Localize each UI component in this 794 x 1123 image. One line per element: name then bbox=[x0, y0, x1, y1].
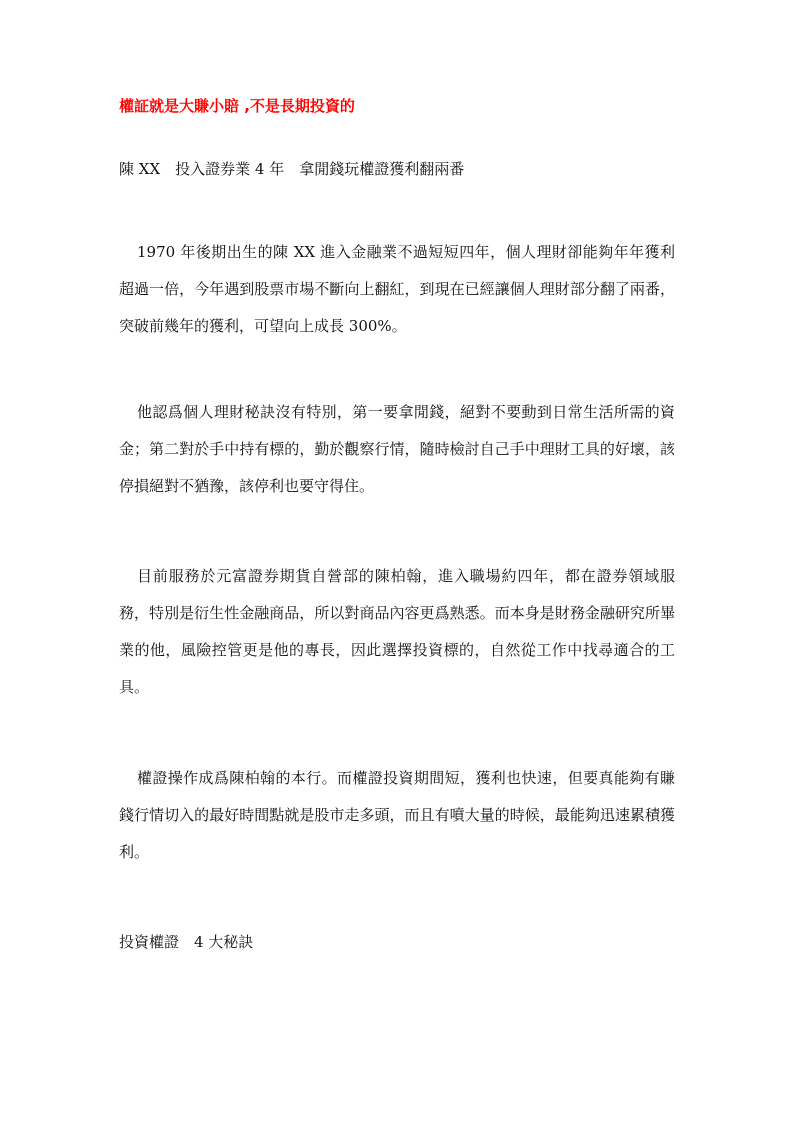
section-heading: 投資權證 4 大秘訣 bbox=[119, 933, 254, 951]
document-subtitle: 陳 XX 投入證券業 4 年 拿閒錢玩權證獲利翻兩番 bbox=[119, 160, 465, 178]
paragraph: 權證操作成爲陳柏翰的本行。而權證投資期間短，獲利也快速，但要真能夠有賺錢行情切入的最好時間點就是股市走多頭，而且有噴大量的時候，最能夠迅速累積獲利。 bbox=[119, 769, 675, 861]
paragraph: 他認爲個人理財秘訣沒有特別，第一要拿閒錢，絕對不要動到日常生活所需的資金；第二對於手中持有標的，勤於觀察行情，隨時檢討自己手中理財工具的好壞，該停損絕對不猶豫，該停利也要守得住。 bbox=[119, 403, 675, 495]
document-title: 權証就是大賺小賠 ,不是長期投資的 bbox=[119, 97, 355, 115]
paragraph: 目前服務於元富證券期貨自營部的陳柏翰，進入職場約四年，都在證券領域服務，特別是衍生性金融商品，所以對商品內容更爲熟悉。而本身是財務金融研究所畢業的他，風險控管更是他的專長，因此選擇投資標的，自然從工作中找尋適合的工具。 bbox=[119, 567, 675, 696]
paragraph: 1970 年後期出生的陳 XX 進入金融業不過短短四年，個人理財卻能夠年年獲利超過一倍，今年遇到股票市場不斷向上翻紅，到現在已經讓個人理財部分翻了兩番，突破前幾年的獲利，可望向上成長 300%。 bbox=[119, 243, 675, 335]
